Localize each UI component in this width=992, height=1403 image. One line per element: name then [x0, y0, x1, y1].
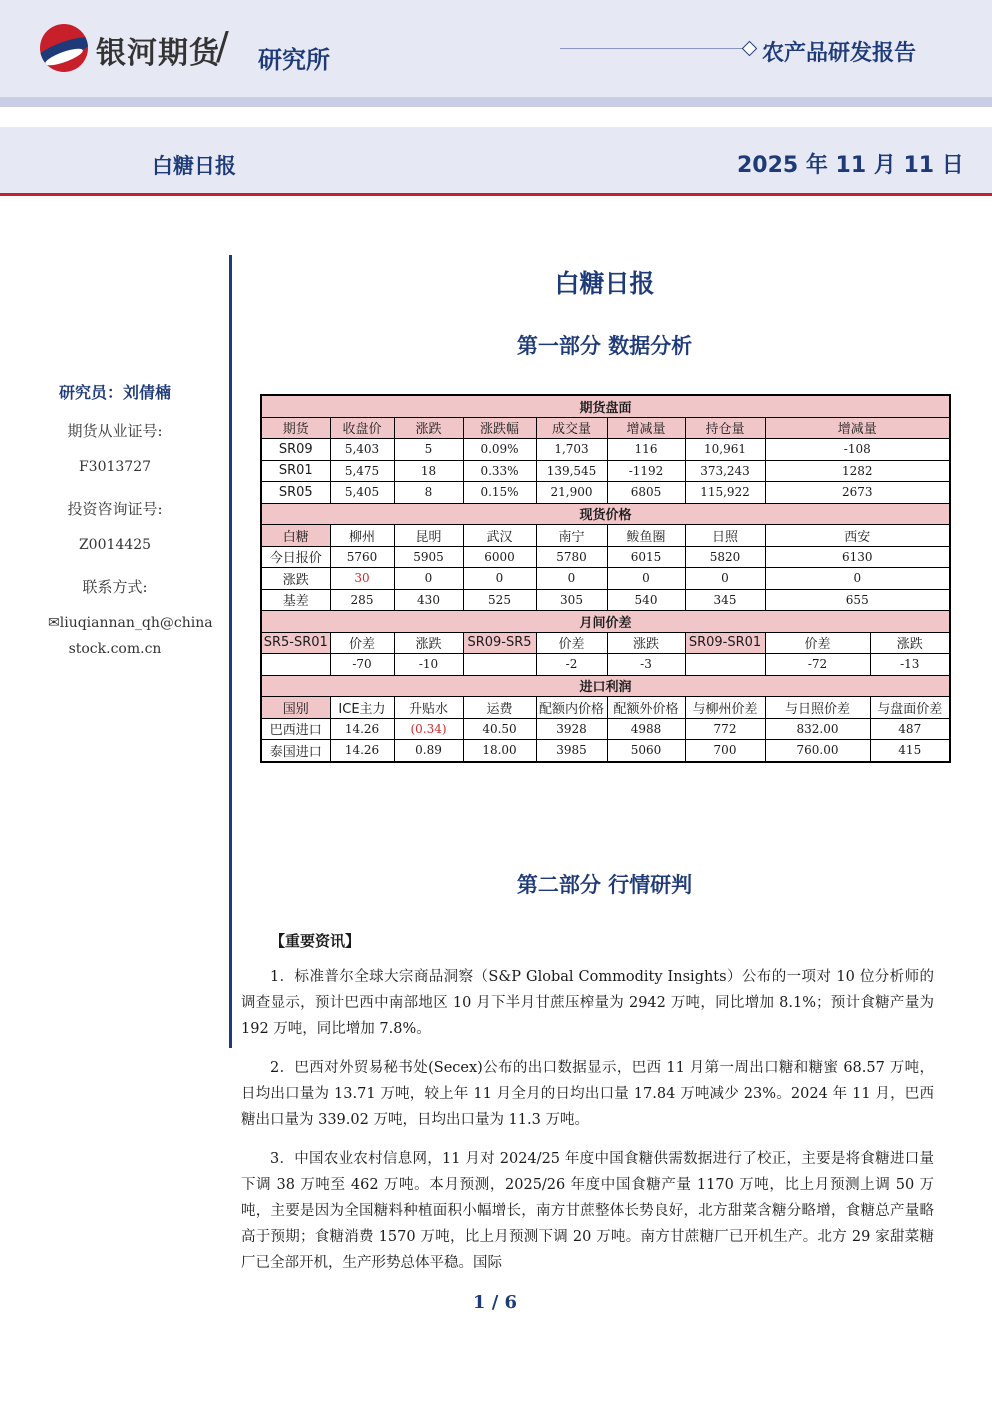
- header-cell: 期货: [261, 417, 330, 439]
- table-cell: 0: [607, 568, 685, 590]
- table-cell: 139,545: [536, 460, 607, 482]
- header-cell: 涨跌: [394, 632, 463, 654]
- header-cell: 增减量: [765, 417, 950, 439]
- table-cell: 5,405: [330, 482, 394, 504]
- table-cell: 115,922: [685, 482, 765, 504]
- futures-license-number: F3013727: [78, 459, 152, 475]
- table-cell: 832.00: [765, 718, 870, 740]
- table-cell: SR01: [261, 460, 330, 482]
- header-cell: 配额内价格: [536, 697, 607, 719]
- table-cell: 5060: [607, 740, 685, 762]
- section-title: 现货价格: [261, 503, 950, 525]
- table-cell: -10: [394, 654, 463, 676]
- table-row: [261, 439, 950, 461]
- news-paragraph: 3．中国农业农村信息网，11 月对 2024/25 年度中国食糖供需数据进行了校正，主要是将食糖进口量下调 38 万吨至 462 万吨。本月预测，2025/26 年度中国食糖产量 1170 万吨，比上月预测上调 50 万吨，主要是因为全国糖料种植面积小幅增长，南方甘蔗整体长势良好，北方甜菜含糖分略增，食糖总产量略高于预期；食糖消费 1570 万吨，比上月预测下调 20 万吨。南方甘蔗糖厂已开机生产。北方 29 家甜菜糖厂已全部开机，生产形势总体平稳。国际: [241, 1151, 934, 1271]
- table-header-row: [261, 632, 950, 654]
- table-cell: 540: [607, 589, 685, 611]
- table-cell: 487: [870, 718, 950, 740]
- table-cell: 2673: [765, 482, 950, 504]
- header-cell: SR5-SR01: [261, 632, 330, 654]
- table-cell: 5760: [330, 546, 394, 568]
- table-cell: 4988: [607, 718, 685, 740]
- table-cell: 0: [394, 568, 463, 590]
- header-cell: 价差: [765, 632, 870, 654]
- header-cell: 与柳州价差: [685, 697, 765, 719]
- header-cell: SR09-SR5: [463, 632, 536, 654]
- table-cell: 40.50: [463, 718, 536, 740]
- table-cell: -1192: [607, 460, 685, 482]
- table-cell: 0: [536, 568, 607, 590]
- table-cell: 5: [394, 439, 463, 461]
- researcher-name: 研究员：刘倩楠: [58, 383, 171, 402]
- table-cell: [685, 654, 765, 676]
- table-section-row: [261, 503, 950, 525]
- section-title: 月间价差: [261, 611, 950, 633]
- header-cell: SR09-SR01: [685, 632, 765, 654]
- table-cell: 760.00: [765, 740, 870, 762]
- table-cell: 5,403: [330, 439, 394, 461]
- header-cell: 武汉: [463, 525, 536, 547]
- table-cell: 5,475: [330, 460, 394, 482]
- table-cell: 415: [870, 740, 950, 762]
- news-paragraph: 1．标准普尔全球大宗商品洞察（S&P Global Commodity Insights）公布的一项对 10 位分析师的调查显示，预计巴西中南部地区 10 月下半月甘蔗压榨量为 2942 万吨，同比增加 8.1%；预计食糖产量为 192 万吨，同比增加 7.8%。: [241, 969, 934, 1037]
- section-heading-market-judgment: 第二部分 行情研判: [516, 873, 693, 897]
- page-number: 1 / 6: [472, 1292, 518, 1313]
- table-row: [261, 568, 950, 590]
- table-cell: 5780: [536, 546, 607, 568]
- header-cell: 涨跌: [870, 632, 950, 654]
- table-cell: 6000: [463, 546, 536, 568]
- table-header-row: [261, 525, 950, 547]
- header-cell: 昆明: [394, 525, 463, 547]
- table-cell: 14.26: [330, 718, 394, 740]
- table-cell: 430: [394, 589, 463, 611]
- table-cell: 0.89: [394, 740, 463, 762]
- email-text-part1: liuqiannan_qh@china: [59, 615, 213, 631]
- table-cell: 14.26: [330, 740, 394, 762]
- table-cell: [463, 654, 536, 676]
- header-cell: 持仓量: [685, 417, 765, 439]
- table-cell: 345: [685, 589, 765, 611]
- market-data-table: [260, 394, 951, 763]
- header-cell: 柳州: [330, 525, 394, 547]
- header-stripe: [0, 97, 992, 107]
- header-cell: 收盘价: [330, 417, 394, 439]
- table-section-row: [261, 611, 950, 633]
- table-cell: 1282: [765, 460, 950, 482]
- header-cell: 涨跌幅: [463, 417, 536, 439]
- table-cell: -3: [607, 654, 685, 676]
- header-cell: 升贴水: [394, 697, 463, 719]
- news-paragraph: 2．巴西对外贸易秘书处(Secex)公布的出口数据显示，巴西 11 月第一周出口糖和糖蜜 68.57 万吨，日均出口量为 13.71 万吨，较上年 11 月全月的日均出口量 17.84 万吨减少 23%。2024 年 11 月，巴西糖出口量为 339.02 万吨，日均出口量为 11.3 万吨。: [241, 1060, 935, 1128]
- table-cell: 373,243: [685, 460, 765, 482]
- table-cell: -2: [536, 654, 607, 676]
- report-date: 2025 年 11 月 11 日: [737, 153, 964, 178]
- table-section-row: [261, 675, 950, 697]
- header-cell: 白糖: [261, 525, 330, 547]
- brand-name: 银河期货: [96, 36, 220, 71]
- table-cell: 今日报价: [261, 546, 330, 568]
- institute-name: 研究所: [258, 46, 330, 74]
- table-cell: 525: [463, 589, 536, 611]
- title-band-underline: [0, 193, 992, 196]
- mail-icon: ✉: [48, 615, 60, 631]
- header-cell: 与日照价差: [765, 697, 870, 719]
- table-cell: SR05: [261, 482, 330, 504]
- table-row: [261, 654, 950, 676]
- header-cell: 成交量: [536, 417, 607, 439]
- news-heading: 【重要资讯】: [270, 932, 361, 950]
- table-cell: 18.00: [463, 740, 536, 762]
- table-row: [261, 482, 950, 504]
- header-cell: 与盘面价差: [870, 697, 950, 719]
- table-section-row: [261, 395, 950, 417]
- sidebar-divider: [229, 255, 232, 1048]
- table-header-row: [261, 417, 950, 439]
- table-row: [261, 546, 950, 568]
- table-cell: 0: [463, 568, 536, 590]
- table-cell: 285: [330, 589, 394, 611]
- table-cell: 8: [394, 482, 463, 504]
- table-cell: 6805: [607, 482, 685, 504]
- section-title: 期货盘面: [261, 395, 950, 417]
- table-cell: [261, 654, 330, 676]
- table-cell: (0.34): [394, 718, 463, 740]
- table-cell: 5905: [394, 546, 463, 568]
- contact-label: 联系方式:: [82, 578, 148, 596]
- table-cell: 6130: [765, 546, 950, 568]
- report-type: 农产品研发报告: [762, 41, 917, 66]
- header-cell: 西安: [765, 525, 950, 547]
- table-cell: -72: [765, 654, 870, 676]
- table-cell: 3928: [536, 718, 607, 740]
- table-cell: 基差: [261, 589, 330, 611]
- header-cell: 涨跌: [394, 417, 463, 439]
- table-cell: 10,961: [685, 439, 765, 461]
- brand-divider: /: [216, 24, 229, 68]
- header-cell: 运费: [463, 697, 536, 719]
- table-cell: 21,900: [536, 482, 607, 504]
- header-cell: 价差: [536, 632, 607, 654]
- header-cell: ICE主力: [330, 697, 394, 719]
- table-row: [261, 589, 950, 611]
- table-cell: 0.09%: [463, 439, 536, 461]
- table-cell: 116: [607, 439, 685, 461]
- header-cell: 配额外价格: [607, 697, 685, 719]
- table-cell: 0.33%: [463, 460, 536, 482]
- table-cell: 涨跌: [261, 568, 330, 590]
- table-cell: 0: [765, 568, 950, 590]
- table-row: [261, 460, 950, 482]
- table-cell: 1,703: [536, 439, 607, 461]
- header-cell: 增减量: [607, 417, 685, 439]
- header-cell: 价差: [330, 632, 394, 654]
- header-rule: [560, 48, 745, 49]
- advisory-license-label: 投资咨询证号:: [67, 500, 163, 518]
- table-cell: SR09: [261, 439, 330, 461]
- galaxy-logo-icon: [40, 24, 88, 72]
- table-cell: -70: [330, 654, 394, 676]
- table-cell: 772: [685, 718, 765, 740]
- table-cell: 700: [685, 740, 765, 762]
- table-cell: 3985: [536, 740, 607, 762]
- band-title: 白糖日报: [152, 154, 236, 178]
- table-row: [261, 718, 950, 740]
- futures-license-label: 期货从业证号:: [67, 422, 163, 440]
- table-cell: -108: [765, 439, 950, 461]
- header-cell: 涨跌: [607, 632, 685, 654]
- table-cell: 655: [765, 589, 950, 611]
- table-cell: -13: [870, 654, 950, 676]
- email-link[interactable]: [48, 615, 238, 631]
- table-header-row: [261, 697, 950, 719]
- table-cell: 泰国进口: [261, 740, 330, 762]
- section-title: 进口利润: [261, 675, 950, 697]
- section-heading-data-analysis: 第一部分 数据分析: [516, 334, 693, 358]
- table-cell: 0: [685, 568, 765, 590]
- table-cell: 18: [394, 460, 463, 482]
- table-cell: 30: [330, 568, 394, 590]
- header-cell: 日照: [685, 525, 765, 547]
- header-cell: 鲅鱼圈: [607, 525, 685, 547]
- table-cell: 305: [536, 589, 607, 611]
- advisory-license-number: Z0014425: [78, 537, 152, 553]
- table-cell: 6015: [607, 546, 685, 568]
- header-cell: 国别: [261, 697, 330, 719]
- email-text-part2[interactable]: stock.com.cn: [68, 641, 162, 657]
- table-row: [261, 740, 950, 762]
- document-title: 白糖日报: [554, 269, 655, 298]
- table-cell: 5820: [685, 546, 765, 568]
- table-cell: 巴西进口: [261, 718, 330, 740]
- table-cell: 0.15%: [463, 482, 536, 504]
- header-cell: 南宁: [536, 525, 607, 547]
